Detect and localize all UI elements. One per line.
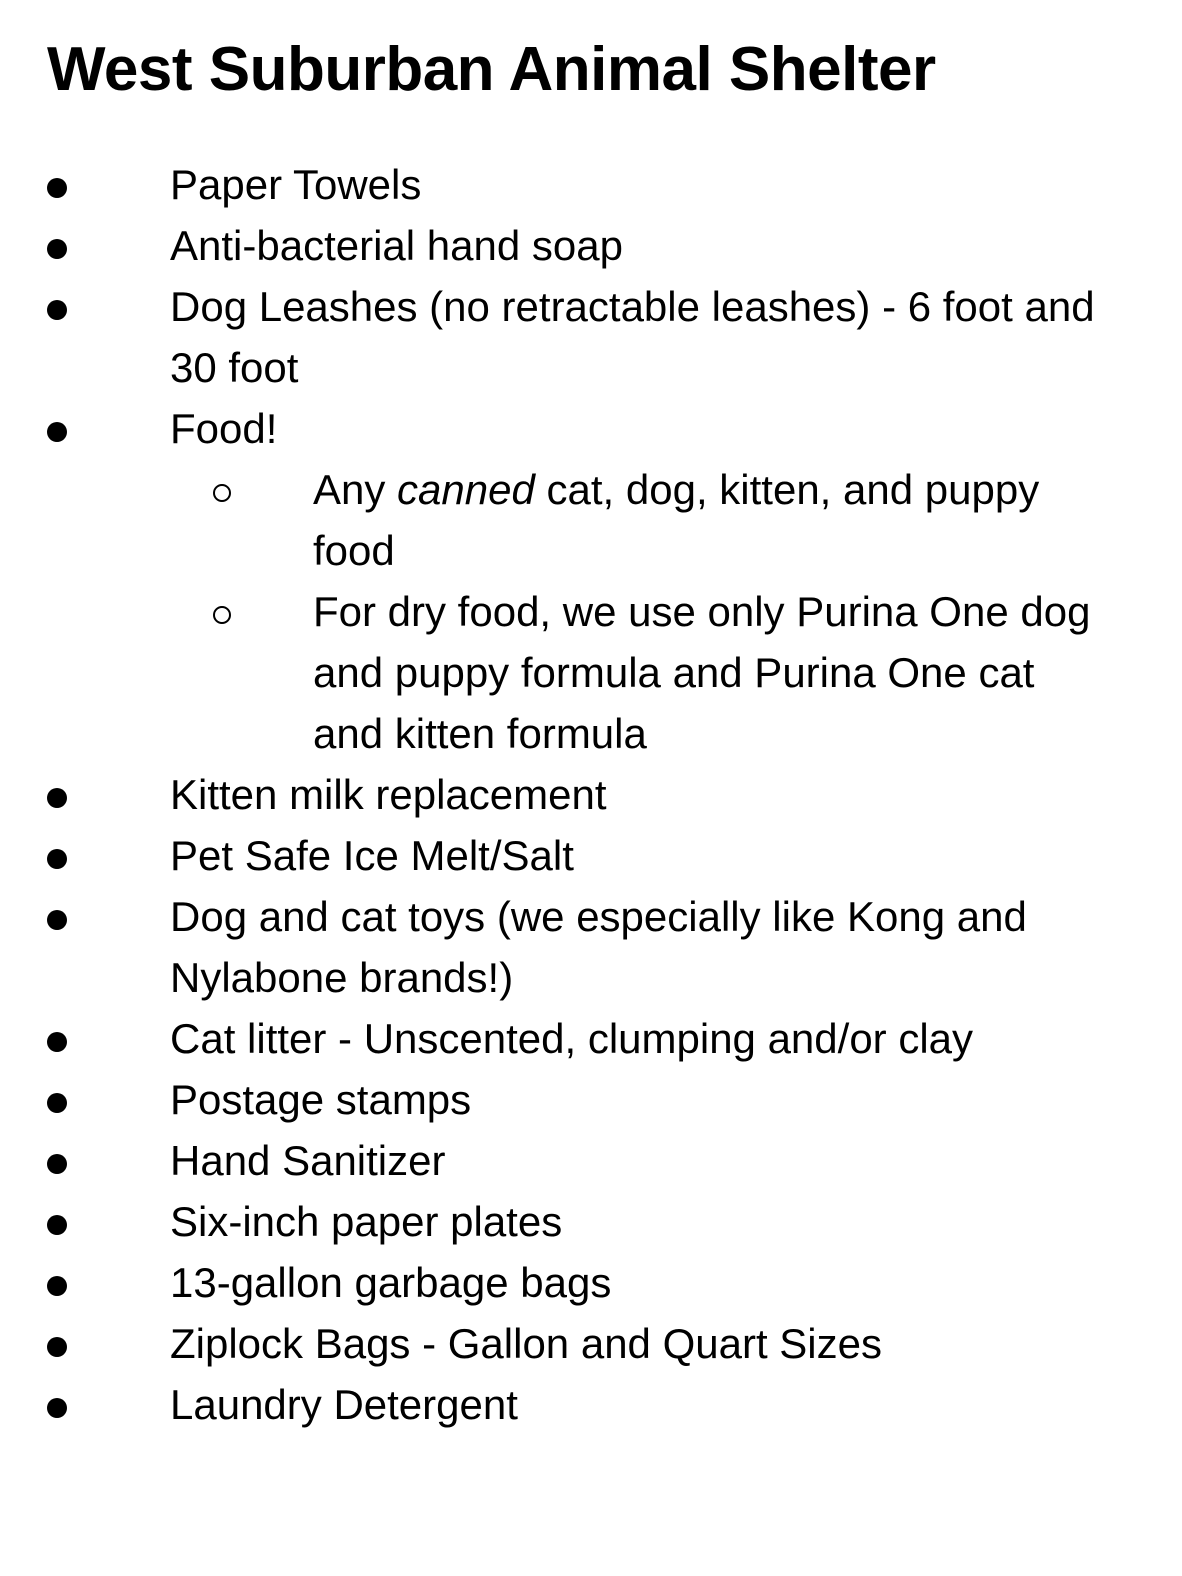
bullet-icon [47,1398,67,1418]
list-item-text: Dog and cat toys (we especially like Kong and Nylabone brands!) [170,893,1027,1001]
list-item-text: 13-gallon garbage bags [170,1259,612,1306]
list-item [0,398,1182,764]
list-item [0,1130,1182,1191]
list-item-text: Cat litter - Unscented, clumping and/or clay [170,1015,974,1062]
bullet-icon [47,910,67,930]
bullet-icon [47,788,67,808]
bullet-icon [47,1337,67,1357]
list-item-text: Six-inch paper plates [170,1198,563,1245]
list-item [0,825,1182,886]
list-item [0,1008,1182,1069]
bullet-icon [47,1215,67,1235]
list-item-text: Ziplock Bags - Gallon and Quart Sizes [170,1320,882,1367]
list-item-text: Food! [170,405,278,452]
list-item [0,1069,1182,1130]
sublist-item [0,459,1142,581]
bullet-icon [47,239,67,259]
bullet-icon [47,849,67,869]
list-item-text: Dog Leashes (no retractable leashes) - 6 foot and 30 foot [170,283,1095,391]
hollow-bullet-icon [213,484,231,502]
supply-list [0,154,1182,1435]
list-item-text: Paper Towels [170,161,422,208]
list-item-text: Postage stamps [170,1076,472,1123]
list-item [0,1374,1182,1435]
bullet-icon [47,1032,67,1052]
list-item [0,154,1182,215]
list-item-text: Laundry Detergent [170,1381,518,1428]
list-item-text: Pet Safe Ice Melt/Salt [170,832,574,879]
bullet-icon [47,422,67,442]
list-item-text: Anti-bacterial hand soap [170,222,623,269]
canned-emphasis: canned [397,466,535,513]
bullet-icon [47,1276,67,1296]
list-item-text: Hand Sanitizer [170,1137,446,1184]
list-item [0,276,1182,398]
canned-suffix: cat, dog, kitten, and puppy food [313,466,1040,574]
hollow-bullet-icon [213,606,231,624]
list-item [0,215,1182,276]
list-item [0,764,1182,825]
list-item [0,886,1182,1008]
list-item [0,1252,1182,1313]
list-item [0,1313,1182,1374]
canned-prefix: Any [313,466,398,513]
food-sublist [0,459,1142,764]
sublist-item-text: For dry food, we use only Purina One dog and puppy formula and Purina One cat and kitten formula [313,588,1091,757]
list-item [0,1191,1182,1252]
page-title: West Suburban Animal Shelter [47,35,936,104]
bullet-icon [47,300,67,320]
bullet-icon [47,1093,67,1113]
sublist-item [0,581,1142,764]
list-item-text: Kitten milk replacement [170,771,607,818]
sublist-item-text [313,466,1039,574]
bullet-icon [47,178,67,198]
bullet-icon [47,1154,67,1174]
